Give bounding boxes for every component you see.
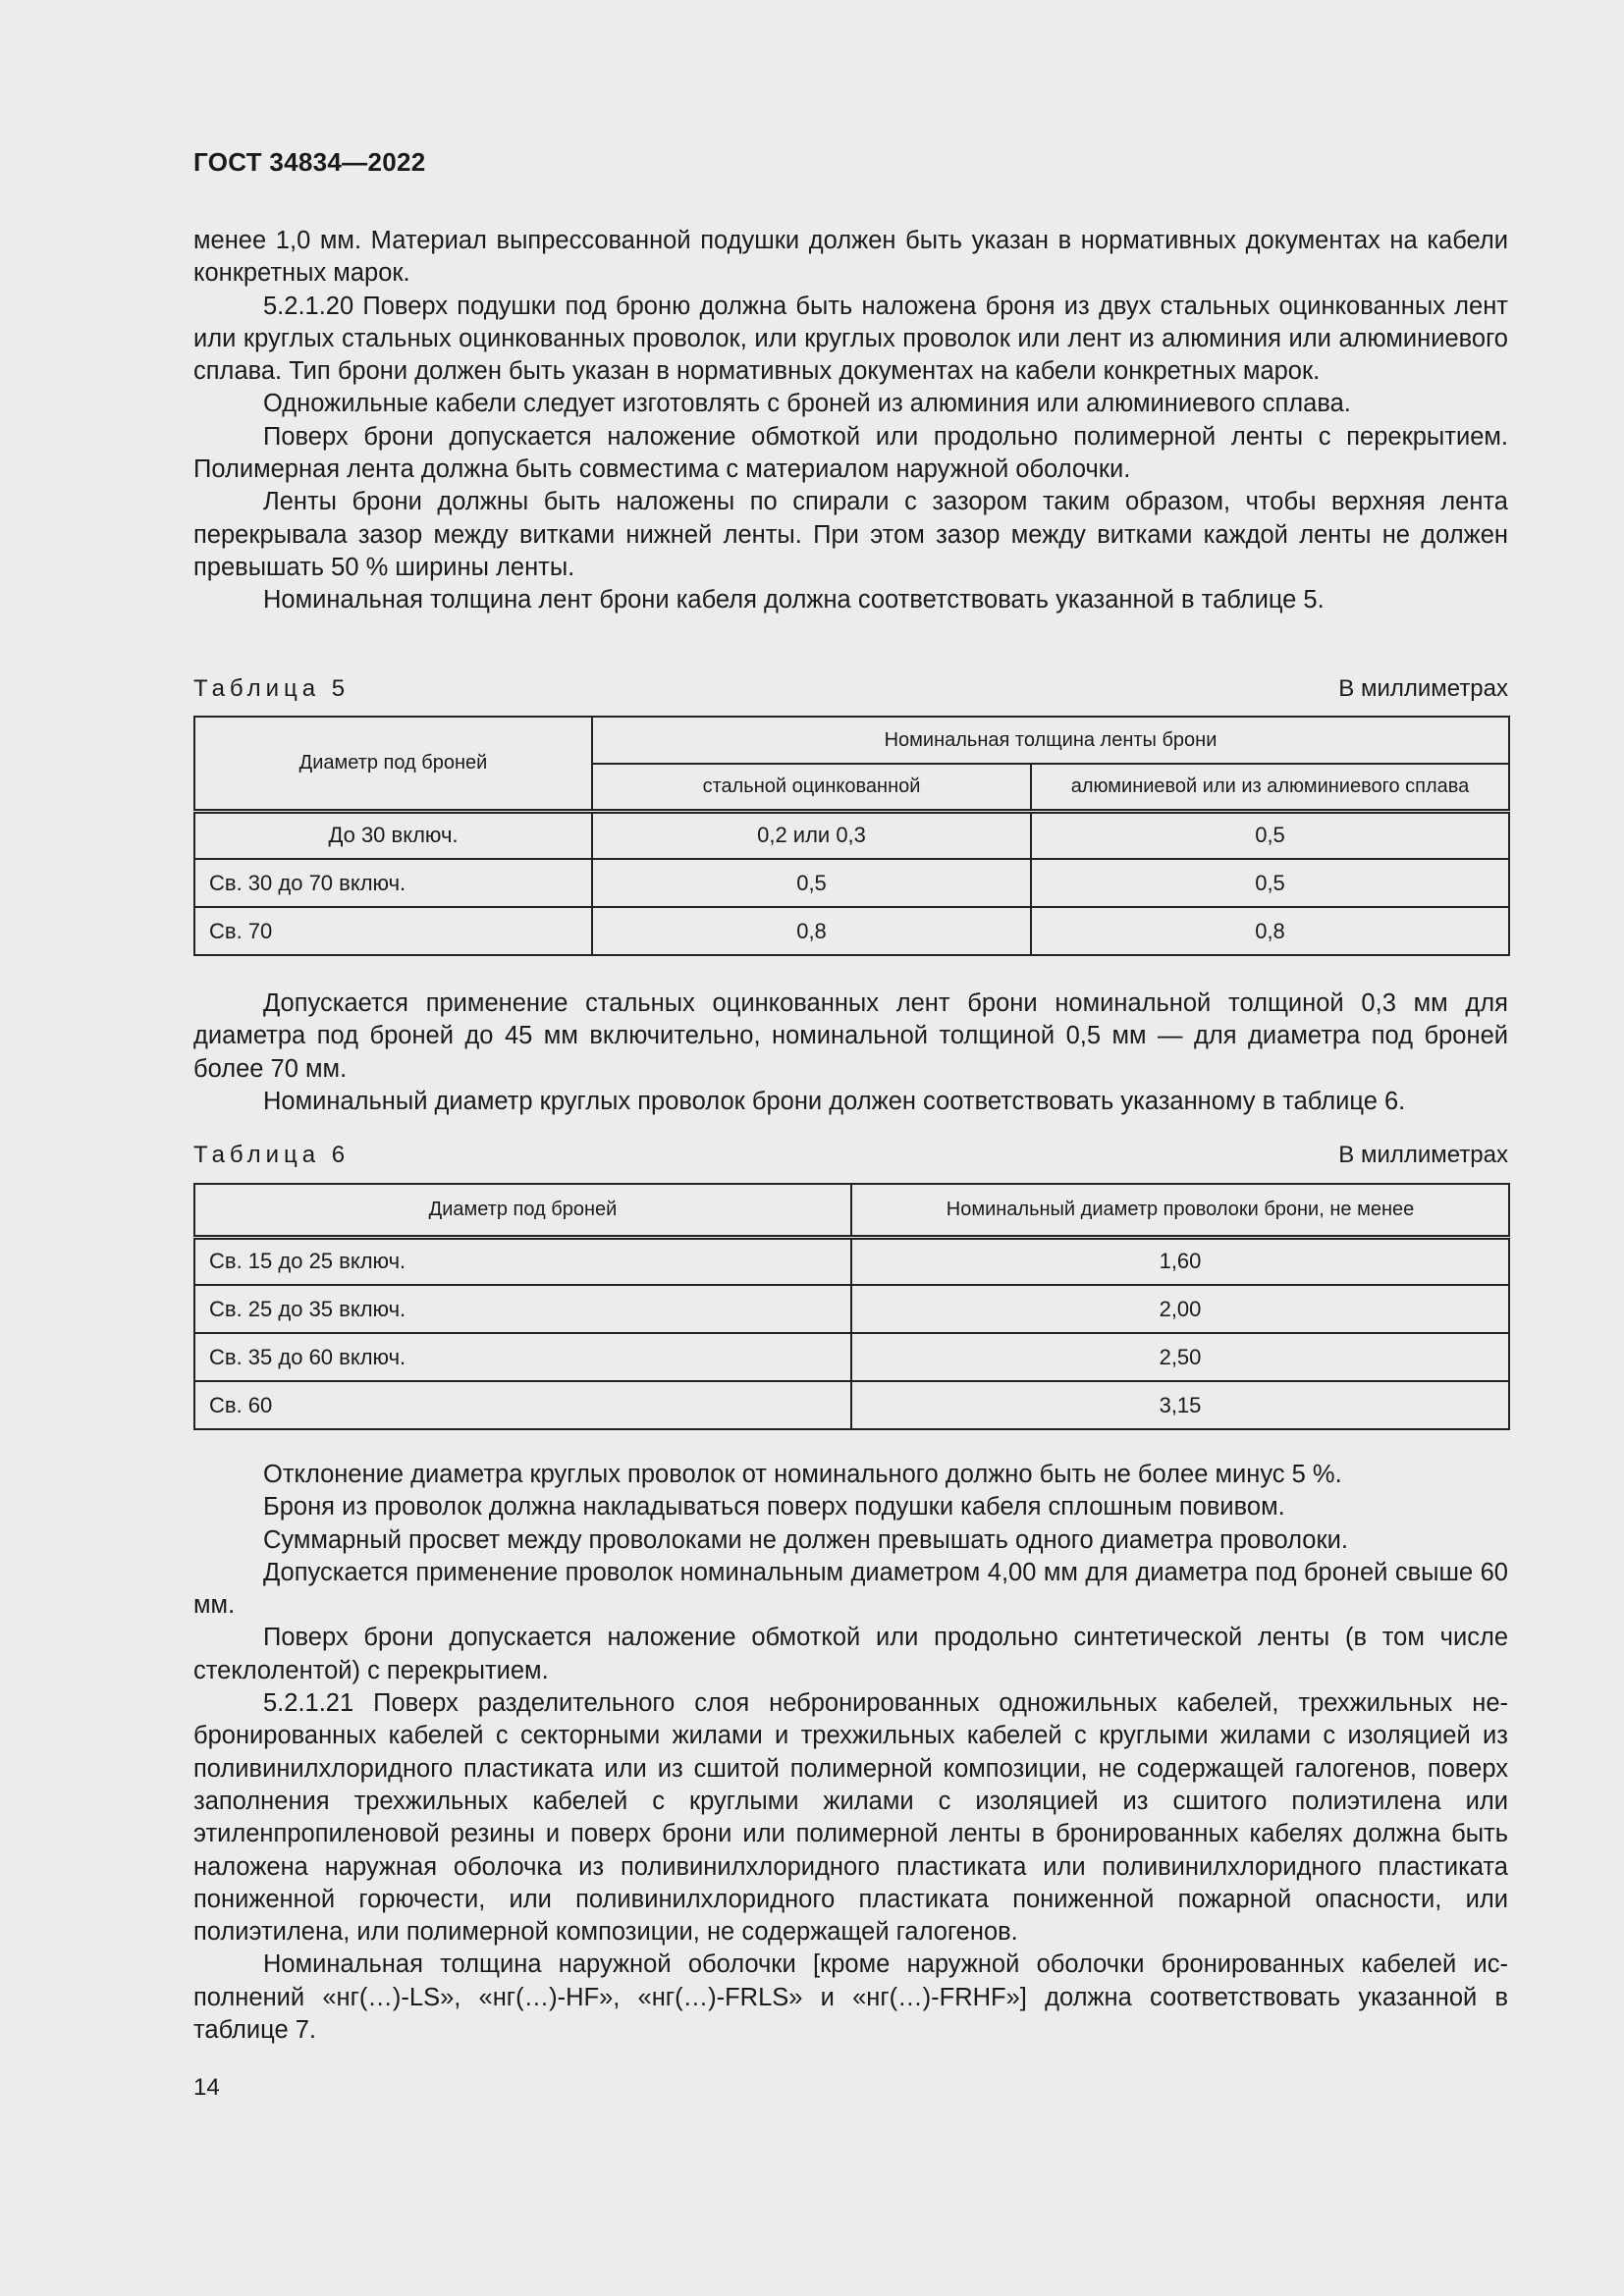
table-5-label: Таблица 5 xyxy=(193,675,351,702)
table-5-header-group: Номинальная толщина ленты брони xyxy=(592,717,1509,764)
paragraph: Отклонение диаметра круглых проволок от номинального должно быть не более минус 5 %. xyxy=(263,1461,1342,1488)
table-5-header-steel: стальной оцинкованной xyxy=(592,764,1031,811)
paragraph: Одножильные кабели следует изготовлять с броней из алюминия или алюминиевого сплава. xyxy=(263,390,1351,418)
table-6-units: В миллиметрах xyxy=(1338,1142,1508,1168)
text-block-3 xyxy=(193,1459,1508,2047)
table-cell: 2,00 xyxy=(851,1285,1509,1333)
table-5 xyxy=(193,716,1510,956)
table-cell: Св. 70 xyxy=(194,907,592,955)
table-5-header-alu: алюминиевой или из алюминиевого сплава xyxy=(1031,764,1509,811)
page-number: 14 xyxy=(193,2074,220,2101)
table-6-header-diameter: Диаметр под броней xyxy=(194,1184,851,1237)
paragraph: Номинальный диаметр круглых проволок брони должен соответствовать указанному в таблице 6. xyxy=(263,1087,1406,1115)
paragraph: менее 1,0 мм. Материал выпрессованной подушки должен быть указан в нормативных документах на кабели конкретных марок. xyxy=(193,227,1508,288)
table-cell: 0,5 xyxy=(1031,811,1509,859)
table-6 xyxy=(193,1183,1510,1430)
paragraph: Допускается применение проволок номинальным диаметром 4,00 мм для диаметра под броней свыше 60 мм. xyxy=(193,1558,1508,1620)
table-cell: До 30 включ. xyxy=(194,811,592,859)
table-row xyxy=(194,811,1509,859)
table-cell: 0,2 или 0,3 xyxy=(592,811,1031,859)
table-cell: 0,8 xyxy=(592,907,1031,955)
paragraph: Номинальная толщина лент брони кабеля должна соответствовать указанной в таблице 5. xyxy=(263,586,1325,614)
paragraph: Броня из проволок должна накладываться поверх подушки кабеля сплошным повивом. xyxy=(263,1493,1285,1522)
table-row xyxy=(194,1333,1509,1381)
table-cell: Св. 25 до 35 включ. xyxy=(194,1285,851,1333)
table-cell: Св. 35 до 60 включ. xyxy=(194,1333,851,1381)
table-row xyxy=(194,1237,1509,1285)
table-cell: 2,50 xyxy=(851,1333,1509,1381)
table-5-caption xyxy=(193,674,1508,704)
text-block-1 xyxy=(193,225,1508,617)
table-cell: 0,8 xyxy=(1031,907,1509,955)
paragraph: 5.2.1.21 Поверх разделительного слоя небронированных одножильных кабелей, трехжильных небронированных кабелей с секторными жилами и трехжильных кабелей с круглыми жилами с изоляцией из поливинилхлоридного пластиката или из сшитой полимерной композиции, не содержащей галогенов, поверх заполнения трехжильных кабелей с круглыми жилами с изоляцией из сшитого полиэтилена или этиленпропиленовой резины и поверх брони или полимерной ленты в бронированных кабелях должна быть наложена наружная оболочка из поливинилхлоридного пластиката или поливинилхлоридного пластиката пониженной горючести, или поливинилхлоридного пластиката пониженной пожарной опасности, или полиэтилена, или полимерной композиции, не содержащей галогенов. xyxy=(193,1689,1508,1947)
table-cell: 1,60 xyxy=(851,1237,1509,1285)
table-cell: 0,5 xyxy=(1031,859,1509,907)
table-cell: 0,5 xyxy=(592,859,1031,907)
paragraph: Поверх брони допускается наложение обмоткой или продольно синтетической ленты (в том числе стеклолентой) с перекрытием. xyxy=(193,1624,1508,1684)
table-row xyxy=(194,859,1509,907)
table-cell: Св. 15 до 25 включ. xyxy=(194,1237,851,1285)
table-5-header-diameter: Диаметр под броней xyxy=(194,717,592,811)
table-cell: Св. 60 xyxy=(194,1381,851,1429)
table-5-units: В миллиметрах xyxy=(1338,675,1508,702)
table-cell: Св. 30 до 70 включ. xyxy=(194,859,592,907)
table-row xyxy=(194,1381,1509,1429)
table-6-header-wire: Номинальный диаметр проволоки брони, не менее xyxy=(851,1184,1509,1237)
paragraph: Номинальная толщина наружной оболочки [кроме наружной оболочки бронированных кабелей исполнений «нг(…)-LS», «нг(…)-HF», «нг(…)-FRLS» и «нг(…)-FRHF»] должна соответствовать указанной в таблице 7. xyxy=(193,1950,1508,2045)
table-cell: 3,15 xyxy=(851,1381,1509,1429)
paragraph: Допускается применение стальных оцинкованных лент брони номинальной толщиной 0,3 мм для диаметра под броней до 45 мм включительно, номинальной толщиной 0,5 мм — для диаметра под броней более 70 мм. xyxy=(193,989,1508,1083)
table-row xyxy=(194,907,1509,955)
table-row xyxy=(194,1285,1509,1333)
document-header: ГОСТ 34834—2022 xyxy=(193,147,426,177)
paragraph: Поверх брони допускается наложение обмоткой или продольно полимерной ленты с перекрытием. Полимерная лента должна быть совместима с материалом наружной оболочки. xyxy=(193,422,1508,484)
paragraph: 5.2.1.20 Поверх подушки под броню должна быть наложена броня из двух стальных оцинкованных лент или круглых стальных оцинкованных проволок, или круглых проволок или лент из алюминия или алюминиевого сплава. Тип брони должен быть указан в нормативных документах на кабели конкретных марок. xyxy=(193,292,1508,386)
table-6-label: Таблица 6 xyxy=(193,1142,351,1168)
paragraph: Суммарный просвет между проволоками не должен превышать одного диаметра проволоки. xyxy=(263,1525,1348,1554)
paragraph: Ленты брони должны быть наложены по спирали с зазором таким образом, чтобы верхняя лента перекрывала зазор между витками нижней ленты. При этом зазор между витками каждой ленты не должен превышать 50 % ширины ленты. xyxy=(193,488,1508,581)
text-block-2 xyxy=(193,988,1508,1118)
table-6-caption xyxy=(193,1141,1508,1170)
